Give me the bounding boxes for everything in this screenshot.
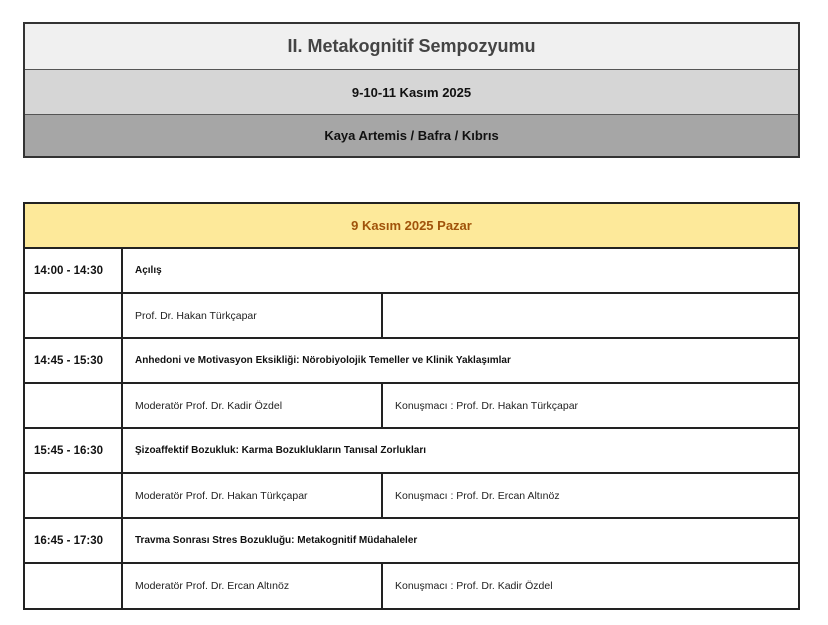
- session-detail-row: [25, 294, 798, 339]
- session-row: [25, 429, 798, 474]
- day-heading: 9 Kasım 2025 Pazar: [25, 204, 798, 249]
- empty-time-cell: [25, 384, 123, 427]
- event-header: [23, 22, 800, 158]
- session-title: Anhedoni ve Motivasyon Eksikliği: Nörobiyolojik Temeller ve Klinik Yaklaşımlar: [135, 355, 511, 366]
- session-moderator: Prof. Dr. Hakan Türkçapar: [123, 294, 383, 337]
- session-title: Açılış: [135, 265, 162, 276]
- session-speaker: [383, 294, 798, 337]
- session-speaker: Konuşmacı : Prof. Dr. Ercan Altınöz: [395, 489, 560, 502]
- session-time: 16:45 - 17:30: [25, 519, 123, 562]
- schedule-table: [23, 202, 800, 610]
- session-speaker: Konuşmacı : Prof. Dr. Kadir Özdel: [395, 580, 553, 592]
- session-time: 14:45 - 15:30: [25, 339, 123, 382]
- empty-time-cell: [25, 294, 123, 337]
- session-speaker: Konuşmacı : Prof. Dr. Hakan Türkçapar: [395, 399, 579, 412]
- session-row: [25, 249, 798, 294]
- session-moderator: Moderatör Prof. Dr. Ercan Altınöz: [123, 564, 383, 608]
- event-dates: 9-10-11 Kasım 2025: [25, 70, 798, 115]
- session-moderator: Moderatör Prof. Dr. Kadir Özdel: [123, 384, 383, 427]
- session-time: 14:00 - 14:30: [25, 249, 123, 292]
- event-venue: Kaya Artemis / Bafra / Kıbrıs: [25, 115, 798, 156]
- empty-time-cell: [25, 564, 123, 608]
- session-detail-row: [25, 474, 798, 519]
- event-title: II. Metakognitif Sempozyumu: [25, 24, 798, 70]
- session-row: [25, 519, 798, 564]
- session-moderator: Moderatör Prof. Dr. Hakan Türkçapar: [123, 474, 383, 517]
- session-detail-row: [25, 384, 798, 429]
- session-detail-row: [25, 564, 798, 608]
- session-title: Şizoaffektif Bozukluk: Karma Bozuklukların Tanısal Zorlukları: [135, 445, 426, 456]
- empty-time-cell: [25, 474, 123, 517]
- session-title: Travma Sonrası Stres Bozukluğu: Metakognitif Müdahaleler: [135, 535, 418, 546]
- session-time: 15:45 - 16:30: [25, 429, 123, 472]
- session-row: [25, 339, 798, 384]
